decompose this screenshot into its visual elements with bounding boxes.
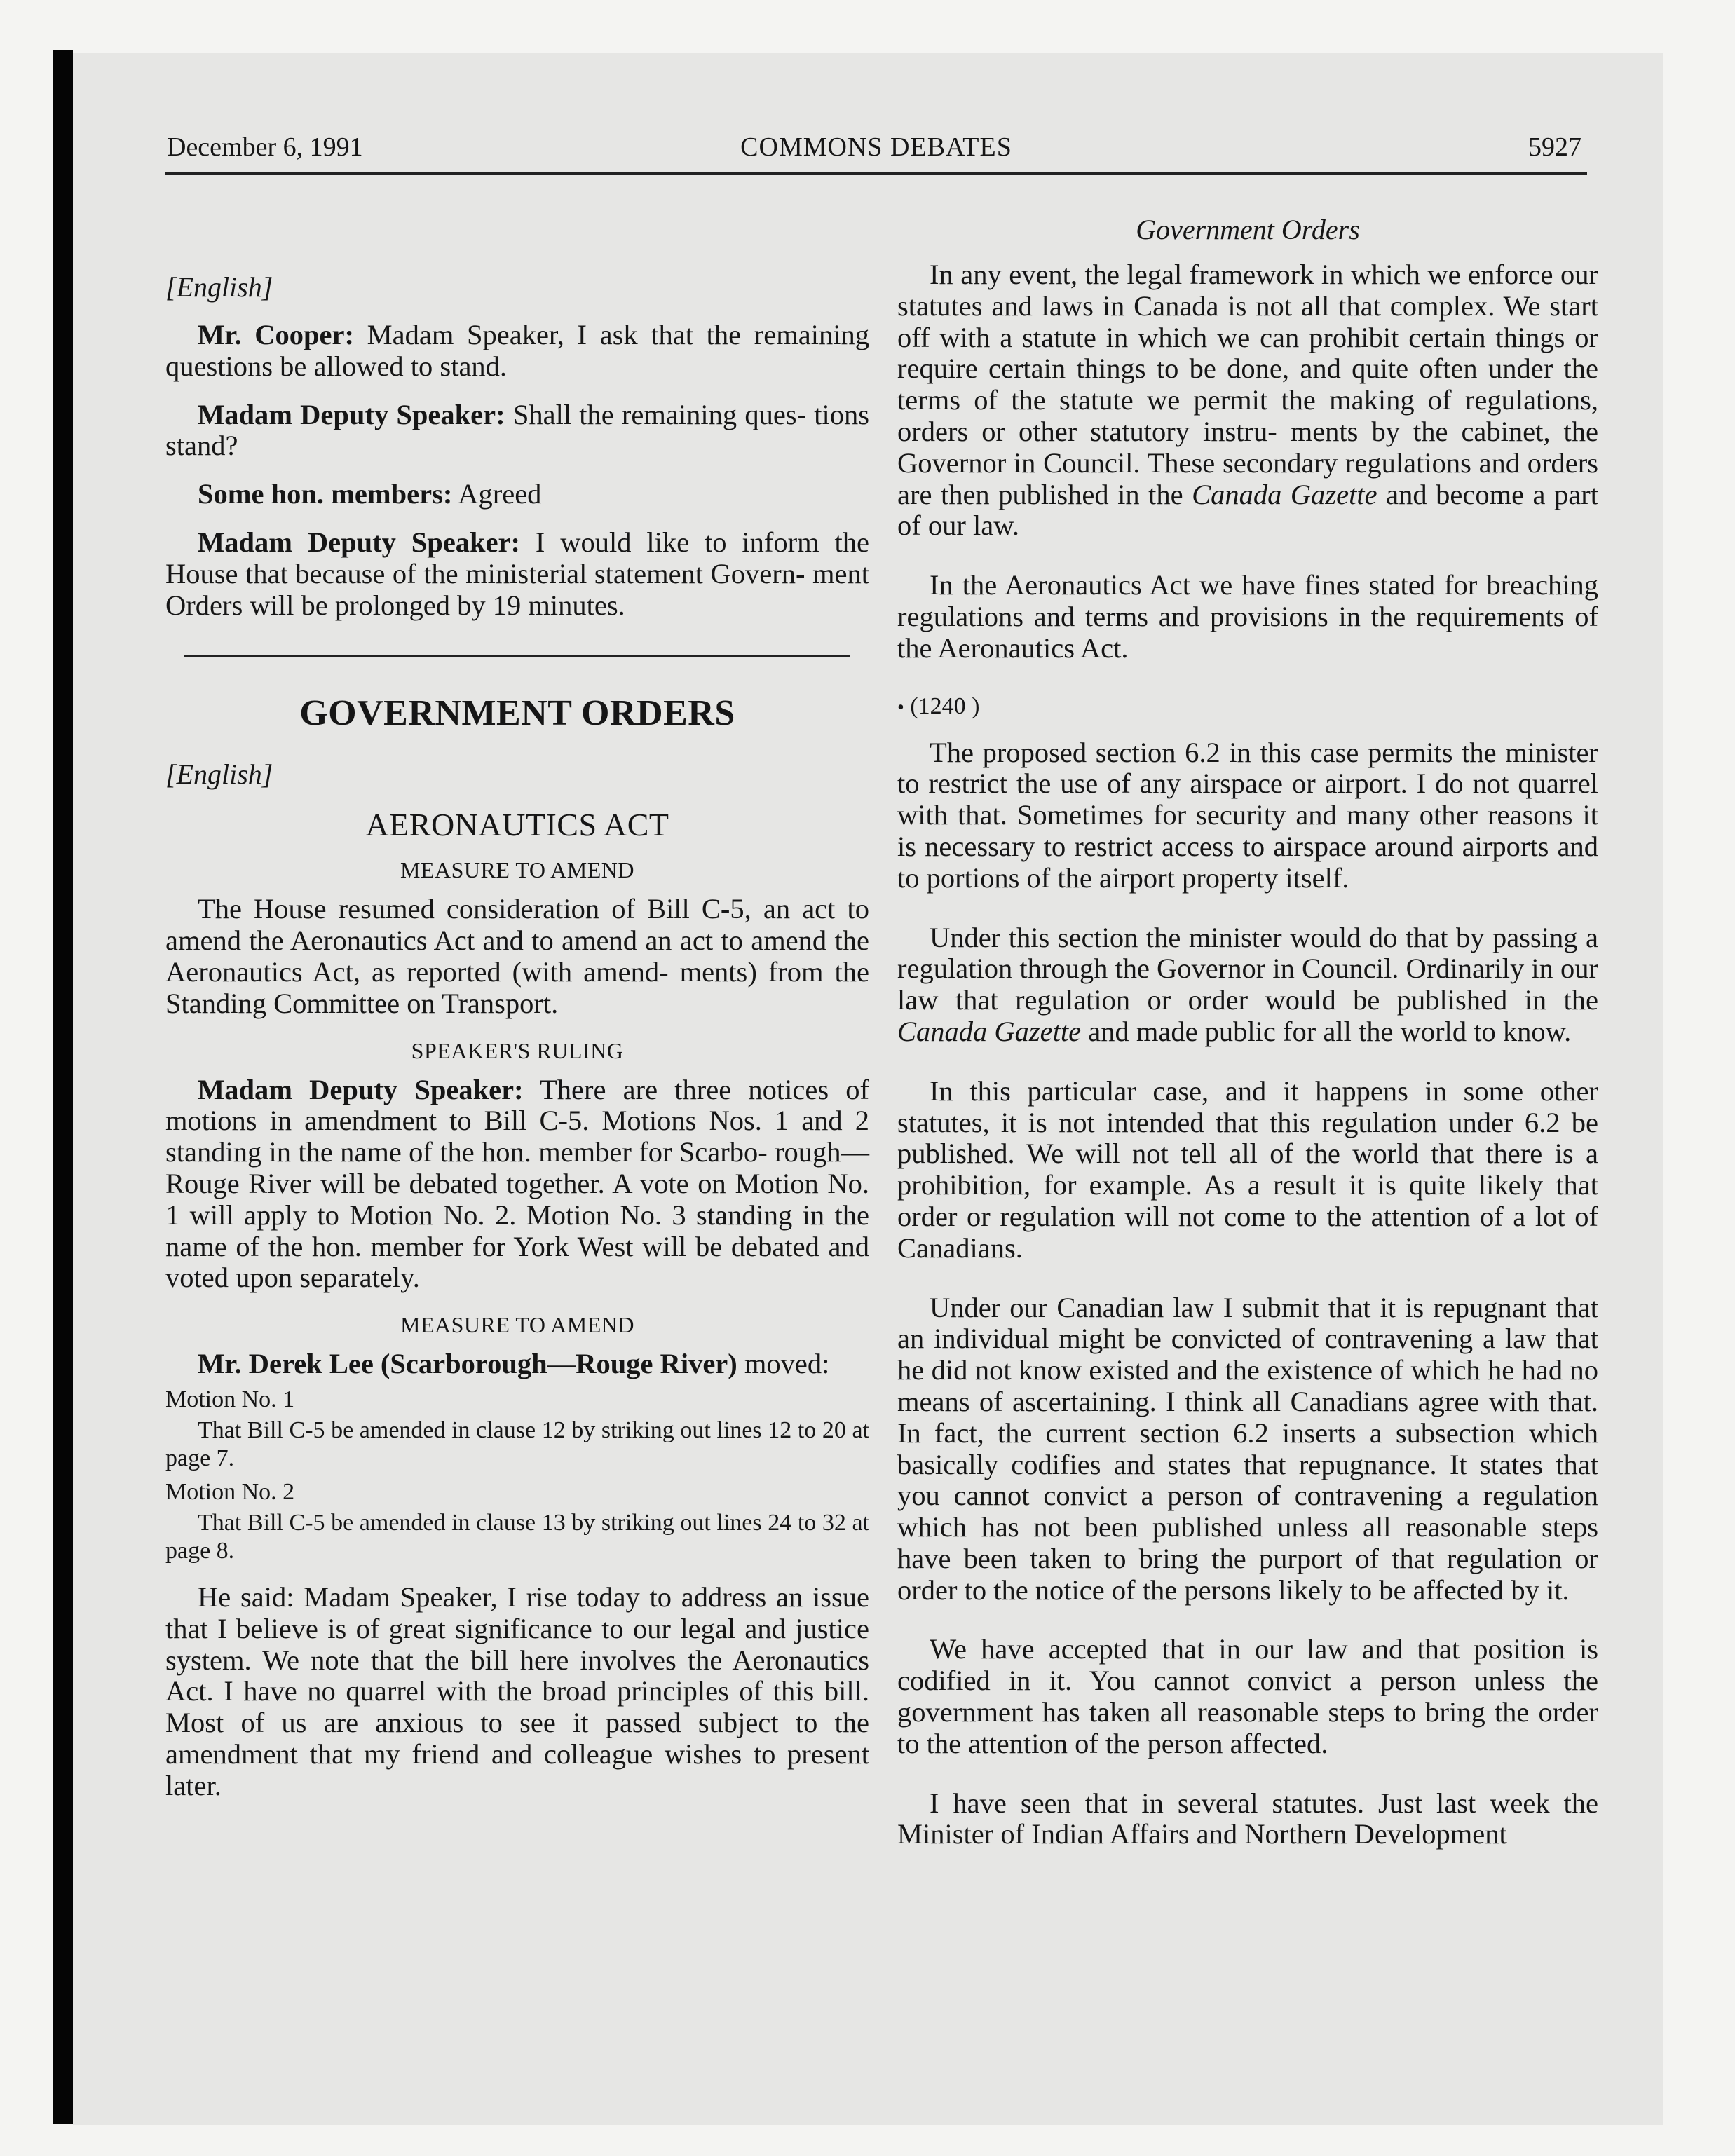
time-stamp bbox=[897, 692, 1598, 722]
publication-name: Canada Gazette bbox=[897, 1015, 1082, 1047]
paragraph-legal-framework bbox=[897, 259, 1598, 542]
speaker-name: Some hon. members: bbox=[198, 478, 453, 510]
scan-edge bbox=[53, 50, 73, 2124]
section-heading: GOVERNMENT ORDERS bbox=[299, 693, 735, 734]
speech-text: moved: bbox=[737, 1348, 830, 1380]
speaker-name: Mr. Cooper: bbox=[198, 319, 354, 350]
paragraph-lee-moved bbox=[165, 1349, 869, 1380]
paragraph-lee-speech: He said: Madam Speaker, I rise today to address an issue that I believe is of great significance to our legal and justice system. We note that the bill here involves the Aeronautics Act. I have no quarrel with the broad principles of this bill. Most of us are anxious to see it passed subject to the amendment that my friend and colleague wishes to present later. bbox=[165, 1581, 869, 1801]
speech-text: Shall the remaining ques- tions stand? bbox=[165, 398, 870, 462]
speaker-name: Madam Deputy Speaker: bbox=[198, 398, 505, 430]
header-rule bbox=[165, 172, 1587, 175]
paragraph-ruling bbox=[165, 1074, 869, 1295]
paragraph-governor-council bbox=[897, 922, 1598, 1048]
header-page-number: 5927 bbox=[1528, 132, 1581, 162]
paragraph-several-statutes: I have seen that in several statutes. Just last week the Minister of Indian Affairs and Northern Development bbox=[897, 1787, 1598, 1850]
section-divider bbox=[184, 655, 850, 657]
text-run: In any event, the legal framework in which we enforce our statutes and laws in Canada is not all that complex. We start off with a statute in which we can prohibit certain things or require certain things to be done, and quite often under the terms of the statute we permit the making of regulations, orders or other statutory instru- ments by the cabinet, the Governor in Council. These secondary regulations and orders are then published in the bbox=[897, 259, 1598, 510]
right-column bbox=[897, 210, 1598, 1850]
time-text: (1240 ) bbox=[910, 692, 980, 719]
publication-name: Canada Gazette bbox=[1192, 478, 1377, 510]
measure-subheading: MEASURE TO AMEND bbox=[400, 1312, 634, 1338]
motion-label: Motion No. 2 bbox=[165, 1478, 295, 1505]
paragraph-resumed: The House resumed consideration of Bill C-5, an act to amend the Aeronautics Act and to amend an act to amend the Aeronautics Act, as reported (with amend- ments) from the Standing Committee on Transport. bbox=[165, 893, 869, 1019]
speaker-name: Madam Deputy Speaker: bbox=[198, 526, 521, 558]
language-marker: [English] bbox=[165, 758, 273, 791]
paragraph-hon-members bbox=[165, 479, 869, 510]
speech-text: Madam Speaker, I ask that the remaining questions be allowed to stand. bbox=[165, 319, 869, 382]
paragraph-fines: In the Aeronautics Act we have fines stated for breaching regulations and terms and provisions in the requirements of the Aeronautics Act. bbox=[897, 569, 1598, 664]
paragraph-deputy-speaker-2 bbox=[165, 527, 869, 621]
header-date: December 6, 1991 bbox=[167, 132, 363, 162]
header-publication: COMMONS DEBATES bbox=[740, 132, 1012, 162]
paragraph-section-6-2: The proposed section 6.2 in this case permits the minister to restrict the use of any airspace or airport. I do not quarrel with that. Sometimes for security and many other reasons it is necessary to restrict access to airspace around airports and to portions of the airport property itself. bbox=[897, 736, 1598, 894]
left-column bbox=[165, 210, 869, 1802]
paragraph-accepted: We have accepted that in our law and that position is codified in it. You cannot convict a person unless the government has taken all reasonable steps to bring the order to the attention of the person affected. bbox=[897, 1633, 1598, 1759]
measure-subheading: MEASURE TO AMEND bbox=[400, 857, 634, 883]
act-title: AERONAUTICS ACT bbox=[365, 807, 669, 843]
speaker-name: Mr. Derek Lee (Scarborough—Rouge River) bbox=[198, 1348, 737, 1380]
ruling-subheading: SPEAKER'S RULING bbox=[411, 1037, 624, 1063]
speech-text: There are three notices of motions in amendment to Bill C-5. Motions Nos. 1 and 2 standing in the name of the hon. member for Scarbo- rough—Rouge River will be debated together. A vote on Motion No. 1 will apply to Motion No. 2. Motion No. 3 standing in the name of the hon. member for York West will be debated and voted upon separately. bbox=[165, 1073, 870, 1294]
text-run: Under this section the minister would do that by passing a regulation through the Governor in Council. Ordinarily in our law that regulation or order would be published in the bbox=[897, 921, 1598, 1016]
motion-label: Motion No. 1 bbox=[165, 1386, 295, 1412]
speech-text: I would like to inform the House that because of the ministerial statement Govern- ment Orders will be prolonged by 19 minutes. bbox=[165, 526, 869, 621]
bullet-icon: • bbox=[897, 696, 904, 718]
paragraph-repugnant: Under our Canadian law I submit that it is repugnant that an individual might be convicted of contravening a law that he did not know existed and the existence of which he had no means of ascertaining. I think all Canadians agree with that. In fact, the current section 6.2 inserts a subsection which basically codifies and states that repugnance. It states that you cannot convict a person of contravening a regulation which has not been published unless all reasonable steps have been taken to bring the purport of that regulation or order to the notice of the persons likely to be affected by it. bbox=[897, 1291, 1598, 1606]
language-marker: [English] bbox=[165, 271, 273, 303]
motion-text: That Bill C-5 be amended in clause 13 by striking out lines 24 to 32 at page 8. bbox=[165, 1509, 869, 1564]
paragraph-deputy-speaker-1 bbox=[165, 400, 869, 463]
running-section-title: Government Orders bbox=[1136, 214, 1360, 245]
paragraph-particular-case: In this particular case, and it happens in some other statutes, it is not intended that this regulation under 6.2 be published. We will not tell all of the world that there is a prohibition, for example. As a result it is quite likely that order or regulation will not come to the attention of a lot of Canadians. bbox=[897, 1074, 1598, 1264]
page-header bbox=[167, 129, 1586, 170]
paragraph-cooper bbox=[165, 320, 869, 383]
text-run: and become a part of our law. bbox=[897, 478, 1598, 542]
text-run: and made public for all the world to know. bbox=[1081, 1015, 1572, 1047]
speaker-name: Madam Deputy Speaker: bbox=[198, 1073, 524, 1105]
speech-text: Agreed bbox=[452, 478, 542, 510]
motion-text: That Bill C-5 be amended in clause 12 by striking out lines 12 to 20 at page 7. bbox=[165, 1417, 869, 1471]
